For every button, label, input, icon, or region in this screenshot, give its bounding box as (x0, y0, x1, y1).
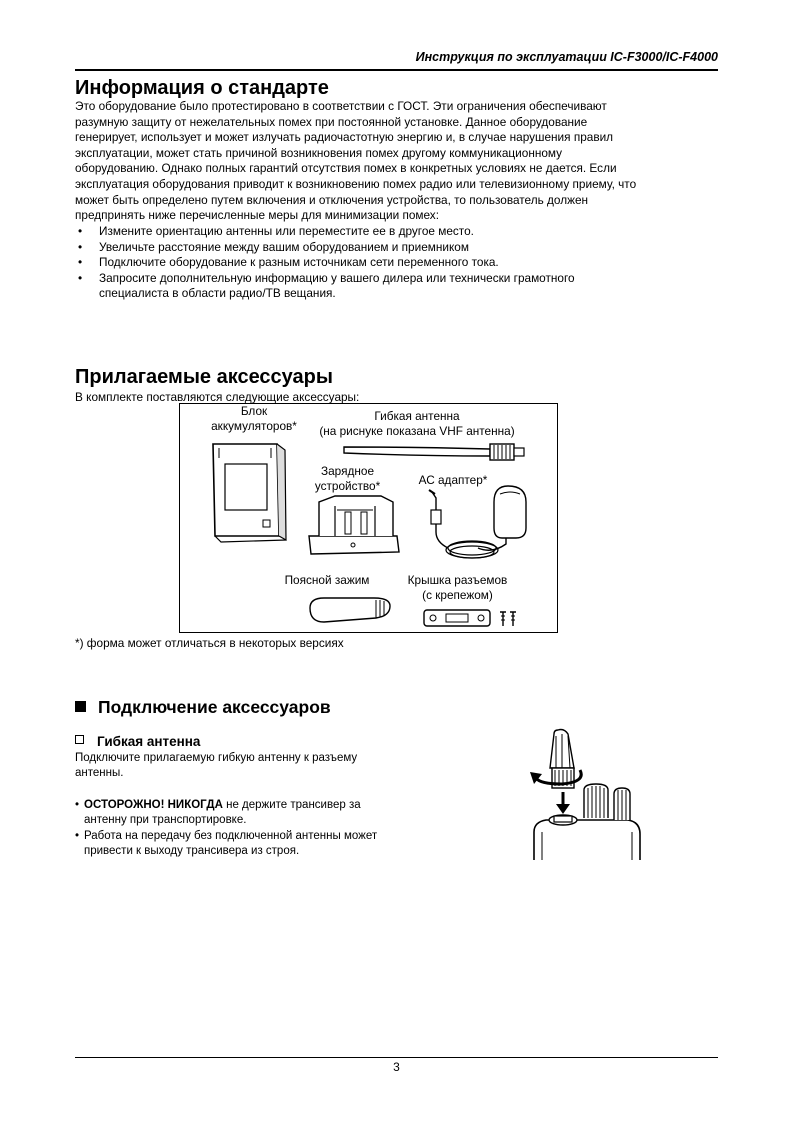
footer-rule (75, 1057, 718, 1058)
standard-line: Это оборудование было протестировано в соответствии с ГОСТ. Эти ограничения обеспечивают (75, 99, 607, 113)
cover-label: Крышка разъемов (с крепежом) (407, 573, 508, 602)
antenna-connection-illustration (520, 728, 645, 860)
standard-line: эксплуатация оборудования приводит к возникновению помех радио или телевизионному приему, что (75, 176, 637, 191)
standard-line: эксплуатации, может стать причиной возникновения помех другому коммуникационному (75, 145, 563, 160)
connection-heading: Подключение аксессуаров (75, 697, 331, 718)
header-title: Инструкция по эксплуатации IC-F3000/IC-F4000 (415, 50, 718, 64)
standard-line: разумную защиту от нежелательных помех при постоянной установке. Данное оборудование (75, 114, 588, 129)
connector-cover-illustration (420, 604, 520, 632)
list-item: • Работа на передачу без подключенной антенны может привести к выходу трансивера из строя. (75, 829, 377, 860)
standard-heading: Информация о стандарте (75, 77, 329, 99)
square-outline-icon (75, 735, 84, 744)
charger-illustration (305, 492, 405, 560)
warning-bold: ОСТОРОЖНО! НИКОГДА (84, 799, 223, 811)
list-item: • Запросите дополнительную информацию у вашего дилера или технически грамотного специалиста в области радио/ТВ вещания. (75, 271, 575, 302)
header-rule (75, 69, 718, 71)
adapter-label: АС адаптер* (418, 473, 488, 487)
flexible-antenna-illustration (340, 437, 530, 465)
standard-line: генерирует, использует и может излучать радиочастотную энергию и, в случае нарушения правил (75, 130, 614, 145)
antenna-subheading: Гибкая антенна (75, 734, 200, 749)
page-number: 3 (393, 1060, 400, 1074)
standard-line: оборудованию. Однако полных гарантий отсутствия помех в конкретных условиях не дается. Если (75, 161, 617, 176)
accessories-heading: Прилагаемые аксессуары (75, 366, 333, 388)
list-item (75, 798, 377, 829)
accessories-note: *) форма может отличаться в некоторых версиях (75, 636, 344, 650)
square-bullet-icon (75, 701, 86, 712)
battery-label: Блок аккумуляторов* (211, 404, 297, 433)
standard-paragraph (75, 99, 636, 224)
standard-line: предпринять ниже перечисленные меры для минимизации помех: (75, 208, 439, 223)
antenna-instruction: Подключите прилагаемую гибкую антенну к разъему антенны. (75, 752, 358, 780)
ac-adapter-illustration (422, 482, 537, 570)
battery-pack-illustration (205, 436, 287, 548)
standard-bullet-list (75, 224, 575, 302)
list-item: • Измените ориентацию антенны или переместите ее в другое место. (75, 224, 575, 240)
clip-label: Поясной зажим (284, 573, 370, 587)
belt-clip-illustration (304, 592, 394, 628)
antenna-warning-list (75, 798, 377, 860)
standard-line: может быть определено путем включения и отключения устройства, то пользователь должен (75, 192, 589, 207)
charger-label: Зарядное устройство* (314, 464, 381, 493)
warning-text: не держите трансивер за антенну при транспортировке. (84, 799, 361, 827)
accessories-intro: В комплекте поставляются следующие аксессуары: (75, 390, 360, 404)
antenna-label: Гибкая антенна (на риснуке показана VHF антенна) (319, 409, 515, 438)
list-item: • Увеличьте расстояние между вашим оборудованием и приемником (75, 240, 575, 256)
list-item: • Подключите оборудование к разным источникам сети переменного тока. (75, 255, 575, 271)
